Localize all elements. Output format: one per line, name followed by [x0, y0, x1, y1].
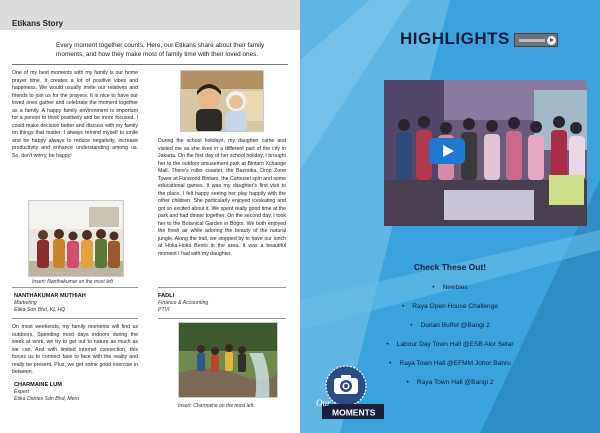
photo-fadli-daughter: [180, 70, 264, 132]
logo-our-text: Our: [316, 398, 331, 408]
our-moments-logo: [308, 364, 386, 424]
story-text-charmaine: On most weekends, my family moments will find us outdoors. Spending most days indoors during the week at work, we try to get out to nature as much as we can. And with limited internet connection, this forces us to connect face to face with the reality and really be present. Plus, we get some good exercise in between.: [12, 324, 138, 375]
story-text-nanthakumar: One of my best moments with my family is our home prayer time. It creates a lot of positive vibes and happiness. We would usually invite our relatives and friends to join us for the prayers. It is nice to have our loved ones gather and celebrate the moment together as a family. A happy family environment is important for a person to think positively and be more focused. I could make decision better and discuss with my family on things that matter. I always remind myself to smile and be happy always to reduce negativity, increase productivity and enhance understanding among us. So, don't worry, be happy!: [12, 70, 138, 159]
video-play-button[interactable]: [429, 138, 465, 164]
highlights-video[interactable]: [384, 80, 587, 226]
list-item[interactable]: • Durian Buffet @Bangi 2: [410, 322, 490, 329]
person-role-nanthakumar: Marketing: [14, 300, 37, 306]
intro-text: Every moment together counts. Here, our Etikans share about their family moments, and how they make most of family time with their loved ones.: [56, 42, 265, 58]
photo-nanthakumar-family: [28, 200, 124, 277]
photo-caption-nanthakumar: Insert: Nanthakumar on the most left: [32, 279, 113, 285]
person-name-nanthakumar: NANTHAKUMAR MUTHIAH: [14, 293, 86, 299]
column-divider: [158, 287, 286, 288]
video-badge-icon: [514, 33, 558, 47]
person-role-fadli: Finance & Accounting: [158, 300, 209, 306]
page-title: Etikans Story: [12, 19, 64, 28]
list-item[interactable]: • Labour Day Town Hall @ESB Alor Setar: [386, 341, 514, 348]
column-divider: [158, 318, 286, 319]
intro-divider: [12, 64, 288, 65]
person-company-nanthakumar: Etika Sdn Bhd, KL HQ: [14, 307, 66, 313]
list-item[interactable]: • Raya Town Hall @EFMM Johor Bahru: [389, 360, 511, 367]
person-name-charmaine: CHARMAINE LUM: [14, 382, 62, 388]
person-name-fadli: FADLI: [158, 293, 175, 299]
play-circle-icon: [547, 36, 556, 45]
person-company-fadli: PTVI: [158, 307, 170, 313]
page-header: [0, 0, 300, 30]
list-item[interactable]: • Raya Open House Challenge: [401, 303, 499, 310]
list-item[interactable]: • Newbies: [432, 284, 468, 291]
photo-charmaine-outdoors: [178, 322, 278, 398]
video-progress-icon: [519, 39, 545, 42]
person-company-charmaine: Etika Dairies Sdn Bhd, Meru: [14, 396, 80, 402]
photo-caption-charmaine: Insert: Charmaine on the most left.: [178, 403, 255, 409]
column-divider: [12, 318, 138, 319]
story-text-fadli: During the school holidays, my daughter came and visited me as she lives in a different part of the city in Jakarta. On the first day of her school holiday, I brought her to the outdoor amusement park at Bintaro Xchange Mall. There's roller coaster, the Bazooka, Drop Zone Tower at Funworld Bintaro, the Carousel spin and some educational games. It was my daughter's first visit to the place. I felt happy seeing her play happily with the other children. She particularly enjoyed iceskating and got so excited about it. We spent really good time at the park and had dinner together. On the second day, I took her to the Botanical Garden in Bogor. We both enjoyed the fresh air while adoring the beauty of the natural jungle. Along the trail, we stopped by to have our lunch at Hoka-Hoka Bento in the area. It was a beautiful moment I had with my daughter.: [158, 138, 286, 257]
logo-moments-text: MOMENTS: [332, 407, 376, 418]
column-divider: [12, 287, 138, 288]
person-role-charmaine: Expert: [14, 389, 29, 395]
list-item[interactable]: • Raya Town Hall @Bangi 2: [406, 379, 494, 386]
highlights-title: HIGHLIGHTS: [400, 29, 510, 48]
check-these-out-title: Check These Out!: [413, 262, 487, 272]
